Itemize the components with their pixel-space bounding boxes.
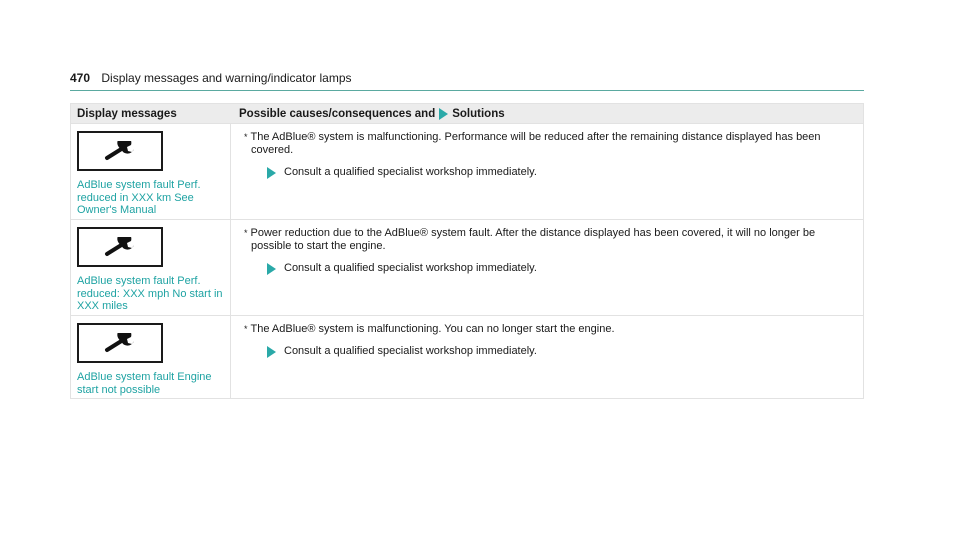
wrench-icon: [77, 227, 163, 267]
cause-cell: [231, 124, 863, 219]
solution-arrow-icon: [267, 263, 276, 275]
col-header-solutions-label: Solutions: [452, 107, 505, 120]
wrench-icon: [77, 323, 163, 363]
col-header-display-messages: Display messages: [77, 107, 177, 120]
solution-text: Consult a qualified specialist workshop immediately.: [284, 262, 537, 274]
solution-text: Consult a qualified specialist workshop immediately.: [284, 166, 537, 178]
cause-text: * The AdBlue® system is malfunctioning. You can no longer start the engine.: [244, 323, 615, 335]
table-header: [71, 104, 863, 123]
cause-cell: [231, 220, 863, 315]
wrench-icon: [77, 131, 163, 171]
table-row: [71, 219, 863, 315]
cause-text: * Power reduction due to the AdBlue® system fault. After the distance displayed has been covered, it will no longer be possible to start the engine.: [244, 227, 816, 252]
solution-text: Consult a qualified specialist workshop immediately.: [284, 345, 537, 357]
fault-message: AdBlue system fault Engine start not possible: [77, 371, 212, 396]
table-row: [71, 315, 863, 398]
table-row: [71, 123, 863, 219]
page-header: [70, 68, 864, 91]
solution-item: [267, 262, 863, 275]
display-message-cell: [71, 124, 231, 219]
solution-arrow-icon: [267, 167, 276, 179]
cause-text: * The AdBlue® system is malfunctioning. Performance will be reduced after the remaining distance displayed has been covered.: [244, 131, 821, 156]
cause-description: The AdBlue® system is malfunctioning. Performance will be reduced after the remaining distance displayed has been covered.: [250, 131, 821, 156]
solution-item: [267, 345, 863, 358]
display-message-cell: [71, 220, 231, 315]
fault-message: AdBlue system fault Perf. reduced: XXX mph No start in XXX miles: [77, 275, 223, 312]
solution-arrow-icon: [439, 108, 448, 120]
messages-table: [70, 103, 864, 399]
fault-message: AdBlue system fault Perf. reduced in XXX km See Owner's Manual: [77, 179, 201, 216]
cause-description: Power reduction due to the AdBlue® system fault. After the distance displayed has been covered, it will no longer be possible to start the engine.: [250, 227, 816, 252]
solution-arrow-icon: [267, 346, 276, 358]
col-header-causes-label: Possible causes/consequences and: [239, 107, 436, 120]
solution-item: [267, 166, 863, 179]
page-number: 470: [70, 71, 91, 85]
cause-description: The AdBlue® system is malfunctioning. You can no longer start the engine.: [250, 323, 615, 335]
col-header-causes: [231, 108, 505, 120]
page-header-title: Display messages and warning/indicator lamps: [101, 71, 352, 85]
cause-cell: [231, 316, 863, 398]
display-message-cell: [71, 316, 231, 398]
